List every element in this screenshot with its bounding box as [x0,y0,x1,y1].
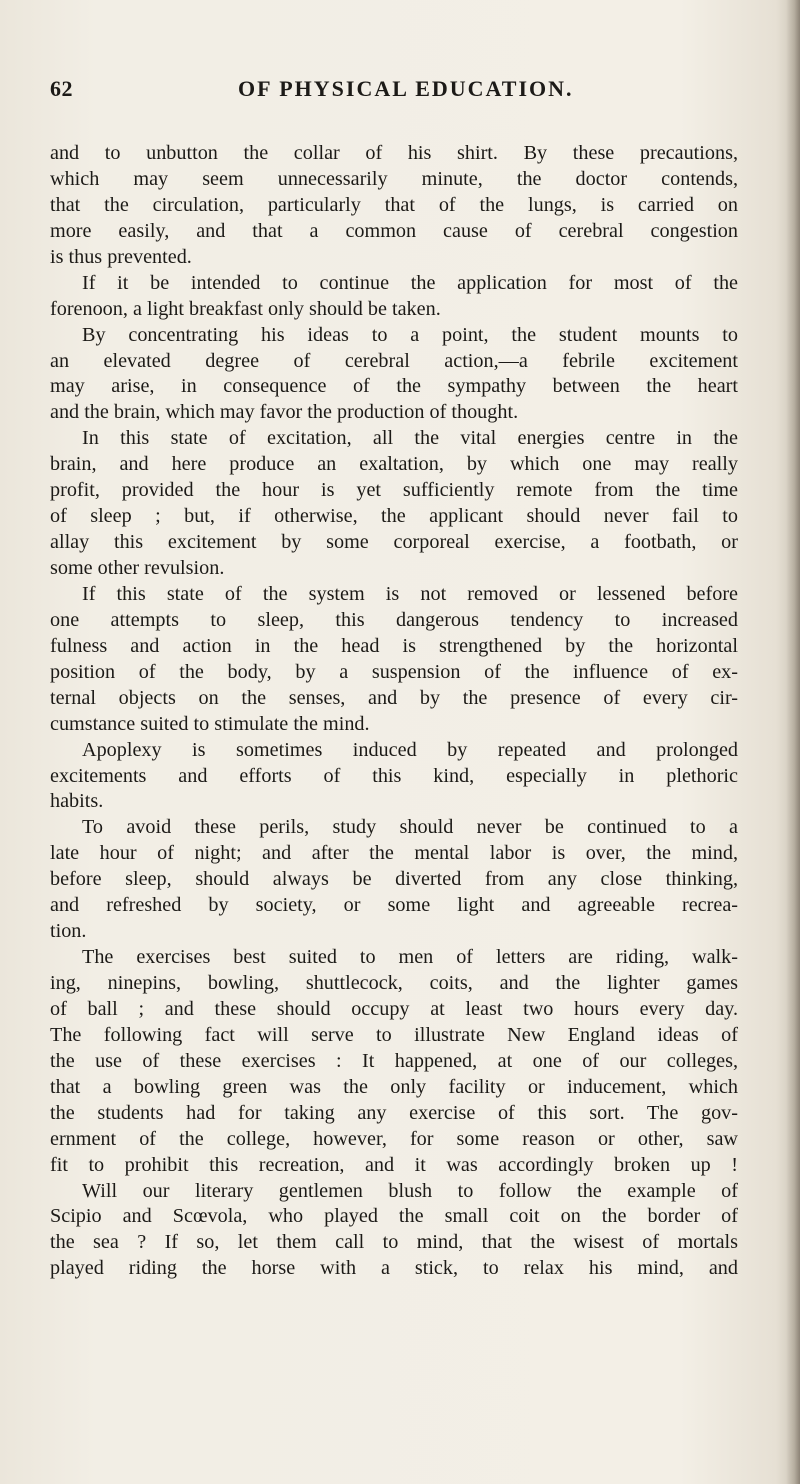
text-line: fulness and action in the head is strengthened by the horizontal [50,634,738,657]
text-line: played riding the horse with a stick, to relax his mind, and [50,1257,738,1280]
text-line: tion. [50,920,87,943]
text-line: allay this excitement by some corporeal exercise, a footbath, or [50,531,738,554]
text-line: and refreshed by society, or some light and agreeable recrea- [50,894,738,917]
text-line: the students had for taking any exercise of this sort. The gov- [50,1101,738,1124]
text-line: forenoon, a light breakfast only should be taken. [50,297,441,320]
text-line: of ball ; and these should occupy at least two hours every day. [50,997,738,1020]
text-line: position of the body, by a suspension of the influence of ex- [50,660,738,683]
text-line: Apoplexy is sometimes induced by repeated and prolonged [82,738,738,761]
text-line: of sleep ; but, if otherwise, the applicant should never fail to [50,505,738,528]
text-line: some other revulsion. [50,557,225,579]
text-line: the use of these exercises : It happened, at one of our colleges, [50,1049,738,1072]
text-line: ernment of the college, however, for some reason or other, saw [50,1127,738,1150]
text-line: If this state of the system is not removed or lessened before [82,582,738,605]
text-line: If it be intended to continue the application for most of the [82,271,738,294]
text-line: By concentrating his ideas to a point, the student mounts to [82,323,738,346]
text-line: cumstance suited to stimulate the mind. [50,712,370,735]
text-line: the sea ? If so, let them call to mind, that the wisest of mortals [50,1231,738,1254]
text-line: that a bowling green was the only facility or inducement, which [50,1075,738,1098]
text-line: that the circulation, particularly that of the lungs, is carried on [50,193,738,216]
text-line: habits. [50,790,104,813]
text-line: The exercises best suited to men of letters are riding, walk- [82,946,738,969]
text-line: ternal objects on the senses, and by the presence of every cir- [50,686,738,709]
text-line: is thus prevented. [50,245,192,268]
text-line: To avoid these perils, study should never be continued to a [82,816,738,839]
text-line: may arise, in consequence of the sympathy between the heart [50,375,738,398]
text-line: before sleep, should always be diverted from any close thinking, [50,868,738,891]
text-line: ing, ninepins, bowling, shuttlecock, coits, and the lighter games [50,972,738,994]
text-line: brain, and here produce an exaltation, by which one may really [50,453,738,476]
text-line: The following fact will serve to illustrate New England ideas of [50,1023,738,1046]
page-edge-shadow [786,0,800,1484]
text-line: and to unbutton the collar of his shirt. By these precautions, [50,142,738,164]
text-line: and the brain, which may favor the production of thought. [50,401,519,424]
text-line: one attempts to sleep, this dangerous tendency to increased [50,608,738,631]
text-line: late hour of night; and after the mental labor is over, the mind, [50,842,738,865]
page-header [48,76,748,108]
text-line: fit to prohibit this recreation, and it was accordingly broken up ! [50,1153,738,1176]
text-line: which may seem unnecessarily minute, the doctor contends, [50,167,738,190]
text-line: an elevated degree of cerebral action,—a febrile excitement [50,349,738,372]
running-head: OF PHYSICAL EDUCATION. [238,76,574,101]
text-line: In this state of excitation, all the vital energies centre in the [82,427,738,450]
text-line: more easily, and that a common cause of cerebral congestion [50,219,738,242]
text-line: excitements and efforts of this kind, especially in plethoric [50,764,738,787]
body-text [50,141,738,1282]
text-line: profit, provided the hour is yet sufficiently remote from the time [50,479,738,502]
text-line: Will our literary gentlemen blush to follow the example of [82,1179,738,1202]
page-number: 62 [50,76,73,101]
text-line: Scipio and Scœvola, who played the small coit on the border of [50,1205,738,1228]
